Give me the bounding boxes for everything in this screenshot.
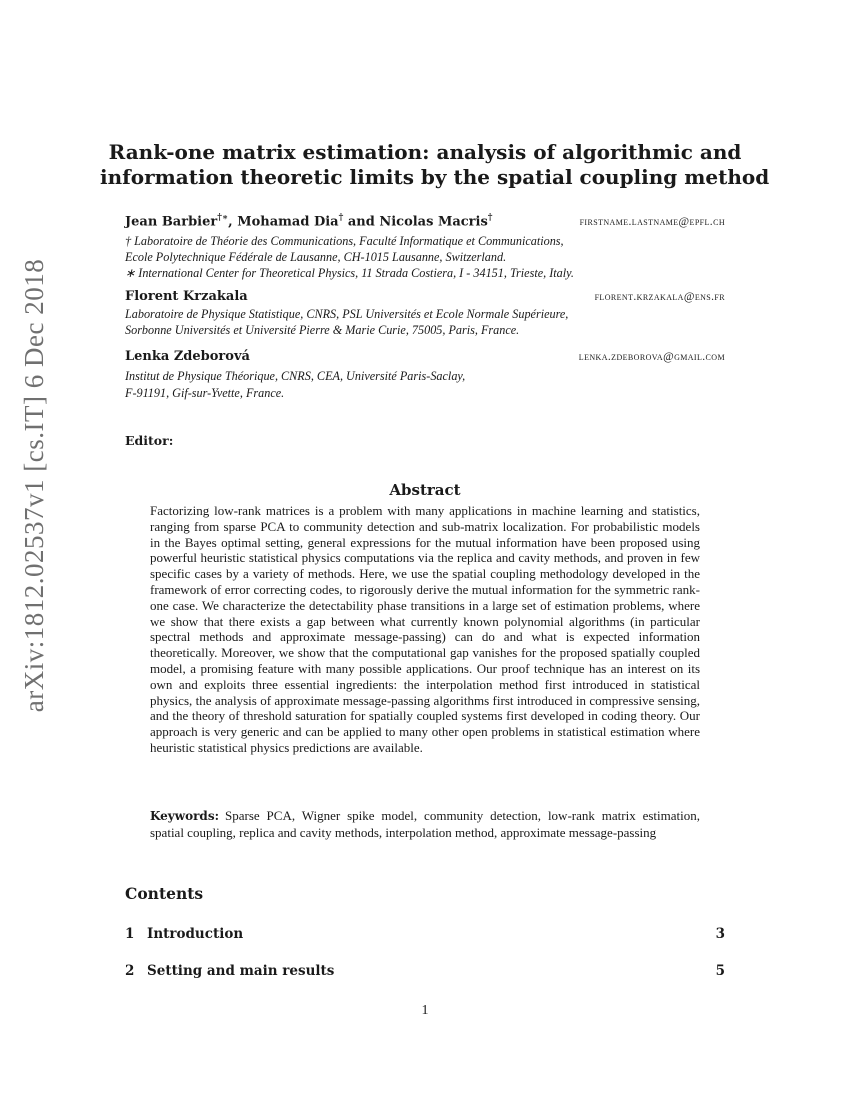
editor-label: Editor:	[125, 433, 174, 448]
author-name-2: Florent Krzakala	[125, 289, 248, 304]
affiliation-2a: Laboratoire de Physique Statistique, CNRS, PSL Universités et Ecole Normale Supérieure,	[125, 307, 569, 321]
toc-entry-page: 3	[715, 926, 725, 942]
affiliation-1a: † Laboratoire de Théorie des Communications, Faculté Informatique et Communications,	[125, 234, 564, 248]
author-group-2	[125, 289, 725, 304]
paper-title	[100, 140, 770, 190]
author-email-2: florent.krzakala@ens.fr	[594, 291, 725, 303]
author-group-3	[125, 349, 725, 364]
toc-entry[interactable]	[125, 963, 725, 979]
title-line-2: information theoretic limits by the spatial coupling method	[100, 165, 770, 189]
toc-entry-page: 5	[715, 963, 725, 979]
affiliation-1b: Ecole Polytechnique Fédérale de Lausanne, CH-1015 Lausanne, Switzerland.	[125, 250, 507, 264]
toc-entry[interactable]	[125, 926, 725, 942]
affiliation-3a: Institut de Physique Théorique, CNRS, CEA, Université Paris-Saclay,	[125, 369, 466, 383]
affiliation-1c: ∗ International Center for Theoretical Physics, 11 Strada Costiera, I - 34151, Trieste, Italy.	[125, 266, 574, 280]
keywords-text: Sparse PCA, Wigner spike model, community detection, low-rank matrix estimation, spatial coupling, replica and cavity methods, interpolation method, approximate message-passing	[150, 808, 700, 840]
title-line-1: Rank-one matrix estimation: analysis of algorithmic and	[108, 140, 742, 164]
affiliation-3b: F-91191, Gif-sur-Yvette, France.	[125, 386, 285, 400]
author-name-3: Lenka Zdeborová	[125, 349, 250, 364]
author-group-1	[125, 213, 725, 229]
keywords-section	[150, 808, 700, 841]
author-email-3: lenka.zdeborova@gmail.com	[578, 351, 725, 363]
affiliation-2b: Sorbonne Universités et Université Pierre & Marie Curie, 75005, Paris, France.	[125, 323, 520, 337]
toc-entry-title: 2 Setting and main results	[125, 963, 335, 979]
author-email-1: firstname.lastname@epfl.ch	[579, 216, 725, 229]
abstract-body: Factorizing low-rank matrices is a problem with many applications in machine learning and statistics, ranging from sparse PCA to community detection and sub-matrix localization. For probabilistic models in the Bayes optimal setting, general expressions for the mutual information have been proposed using powerful heuristic statistical physics computations via the replica and cavity methods, and proven in few specific cases by a variety of methods. Here, we use the spatial coupling methodology developed in the framework of error correcting codes, to rigorously derive the mutual information for the symmetric rank-one case. We characterize the detectability phase transitions in a large set of estimation problems, where we show that there exists a gap between what currently known polynomial algorithms (in particular spectral methods and approximate message-passing) can do and what is expected information theoretically. Moreover, we show that the computational gap vanishes for the proposed spatially coupled model, a promising feature with many possible applications. Our proof technique has an interest on its own and exploits three essential ingredients: the interpolation method first introduced in statistical physics, the analysis of approximate message-passing algorithms first introduced in compressive sensing, and the theory of threshold saturation for spatially coupled systems first developed in coding theory. Our approach is very generic and can be applied to many other open problems in statistical estimation where heuristic statistical physics predictions are available.	[150, 503, 700, 755]
author-names-1: Jean Barbier†∗, Mohamad Dia† and Nicolas Macris†	[125, 213, 493, 230]
arxiv-identifier	[6, 258, 64, 712]
abstract-heading: Abstract	[389, 481, 461, 499]
page-number: 1	[421, 1003, 429, 1018]
arxiv-identifier-text: arXiv:1812.02537v1 [cs.IT] 6 Dec 2018	[19, 258, 50, 712]
contents-heading: Contents	[125, 884, 204, 903]
toc-entry-title: 1 Introduction	[125, 926, 244, 942]
keywords-label: Keywords:	[150, 809, 220, 823]
